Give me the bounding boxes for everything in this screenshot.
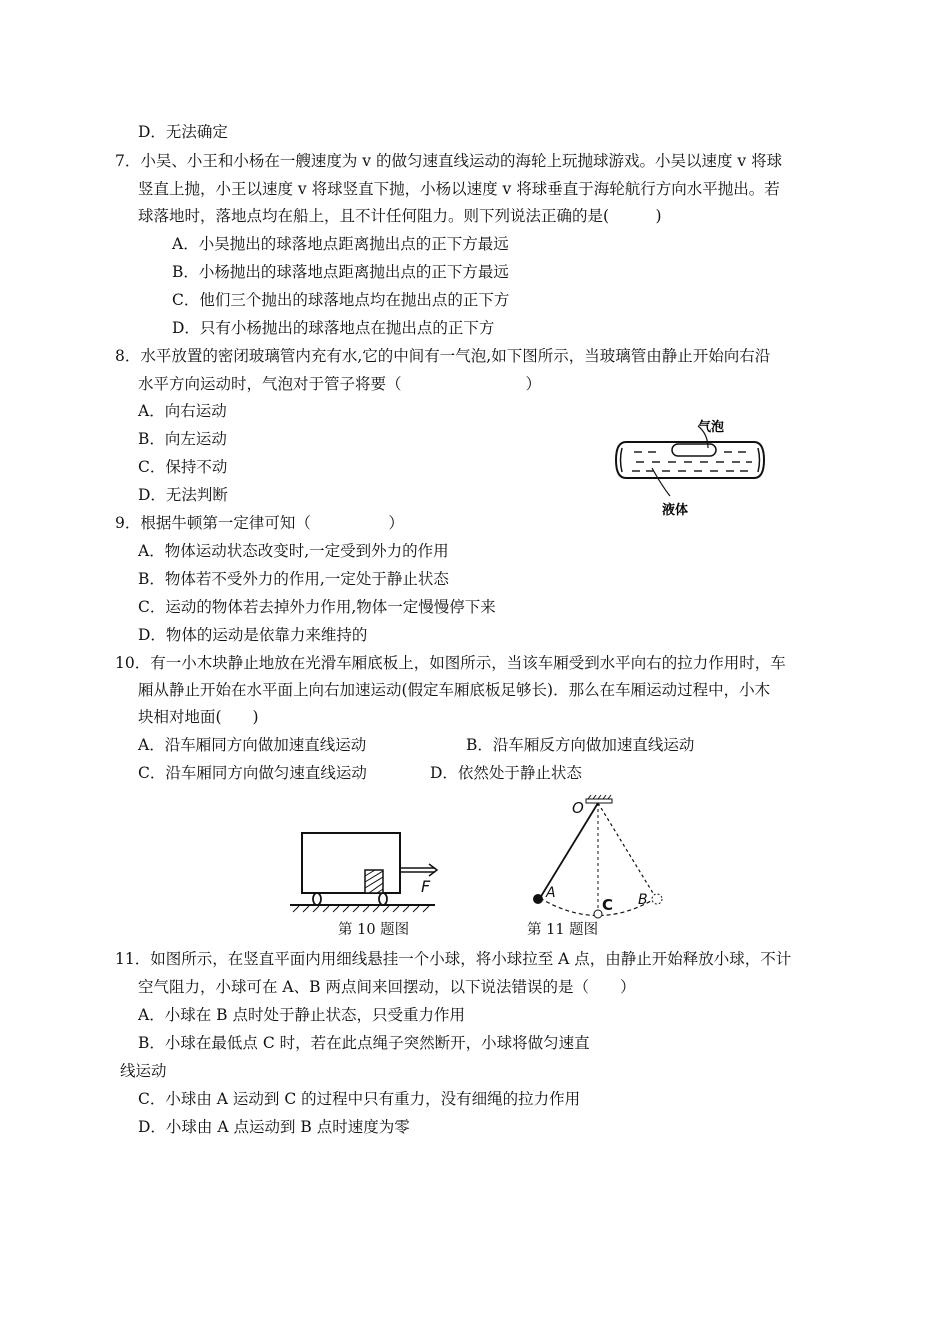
q11-option-b-line1: B．小球在最低点 C 时，若在此点绳子突然断开，小球将做匀速直 [138, 1034, 590, 1052]
q11-option-a: A．小球在 B 点时处于静止状态，只受重力作用 [138, 1006, 465, 1024]
bubble-label: 气泡 [698, 420, 725, 435]
q11-stem-line2: 空气阻力，小球可在 A、B 两点间来回摆动，以下说法错误的是（ ） [138, 978, 636, 996]
q10-figure-caption: 第 10 题图 [338, 922, 410, 938]
point-o-label: O [572, 799, 584, 817]
wheel-left [313, 893, 321, 905]
q8-stem-line1: 8．水平放置的密闭玻璃管内充有水,它的中间有一气泡,如下图所示，当玻璃管由静止开始向右沿 [115, 347, 771, 365]
string-to-b [598, 803, 656, 898]
point-c-label: C [602, 896, 614, 914]
q7-option-b: B．小杨抛出的球落地点距离抛出点的正下方最远 [172, 263, 509, 281]
q11-figure-caption: 第 11 题图 [527, 922, 599, 938]
string-to-a [540, 803, 598, 898]
q11-option-c: C．小球由 A 运动到 C 的过程中只有重力，没有细绳的拉力作用 [138, 1090, 581, 1108]
q10-option-b: B．沿车厢反方向做加速直线运动 [466, 736, 695, 754]
pull-force-arrow [400, 864, 437, 876]
q7-stem-line3: 球落地时，落地点均在船上，且不计任何阻力。则下列说法正确的是( ) [138, 207, 662, 225]
q9-option-a: A．物体运动状态改变时,一定受到外力的作用 [138, 542, 449, 560]
liquid-label: 液体 [662, 503, 689, 518]
q10-stem-line2: 厢从静止开始在水平面上向右加速运动(假定车厢底板足够长)．那么在车厢运动过程中，小木 [138, 681, 771, 699]
q7-stem-line2: 竖直上抛，小王以速度 v 将球竖直下抛，小杨以速度 v 将球垂直于海轮航行方向水平抛出。若 [138, 180, 780, 198]
wood-block [365, 870, 383, 893]
q10-option-d: D．依然处于静止状态 [430, 764, 582, 782]
q8-option-a: A．向右运动 [138, 402, 227, 420]
q10-stem-line3: 块相对地面( ) [138, 708, 259, 726]
q8-option-c: C．保持不动 [138, 458, 228, 476]
q11-stem-line1: 11．如图所示，在竖直平面内用细线悬挂一个小球，将小球拉至 A 点，由静止开始释放小球，不计 [115, 950, 792, 968]
q9-option-d: D．物体的运动是依靠力来维持的 [138, 626, 368, 644]
bubble [672, 444, 716, 456]
wheel-right [379, 893, 387, 905]
point-a-label: A [546, 885, 556, 901]
q11-option-d: D．小球由 A 点运动到 B 点时速度为零 [138, 1118, 410, 1136]
carriage-figure [285, 826, 445, 918]
q10-option-c: C．沿车厢同方向做匀速直线运动 [138, 764, 367, 782]
q7-option-a: A．小吴抛出的球落地点距离抛出点的正下方最远 [172, 235, 509, 253]
q9-option-c: C．运动的物体若去掉外力作用,物体一定慢慢停下来 [138, 598, 496, 616]
q8-option-b: B．向左运动 [138, 430, 227, 448]
point-b-label: B [638, 892, 648, 908]
q7-option-c: C．他们三个抛出的球落地点均在抛出点的正下方 [172, 291, 510, 309]
q6-option-d: D．无法确定 [138, 123, 228, 141]
glass-tube-figure [612, 412, 768, 520]
q7-option-d: D．只有小杨抛出的球落地点在抛出点的正下方 [172, 319, 495, 337]
force-label: F [421, 877, 431, 896]
q7-stem-line1: 7．小吴、小王和小杨在一艘速度为 v 的做匀速直线运动的海轮上玩抛球游戏。小吴以速度 v 将球 [115, 152, 783, 170]
q9-stem: 9．根据牛顿第一定律可知（ ） [115, 514, 404, 532]
q10-option-a: A．沿车厢同方向做加速直线运动 [138, 736, 367, 754]
q10-stem-line1: 10．有一小木块静止地放在光滑车厢底板上，如图所示，当该车厢受到水平向右的拉力作用时，车 [115, 654, 786, 672]
ball-at-c [594, 910, 602, 918]
q11-option-b-line2: 线运动 [120, 1062, 167, 1080]
ball-at-a [533, 894, 543, 904]
q8-stem-line2: 水平方向运动时，气泡对于管子将要（ ） [138, 375, 542, 393]
q9-option-b: B．物体若不受外力的作用,一定处于静止状态 [138, 570, 449, 588]
ball-at-b [652, 894, 662, 904]
ceiling-support [586, 799, 612, 803]
carriage-body [302, 833, 400, 893]
q8-option-d: D．无法判断 [138, 486, 228, 504]
pendulum-figure [520, 793, 670, 923]
